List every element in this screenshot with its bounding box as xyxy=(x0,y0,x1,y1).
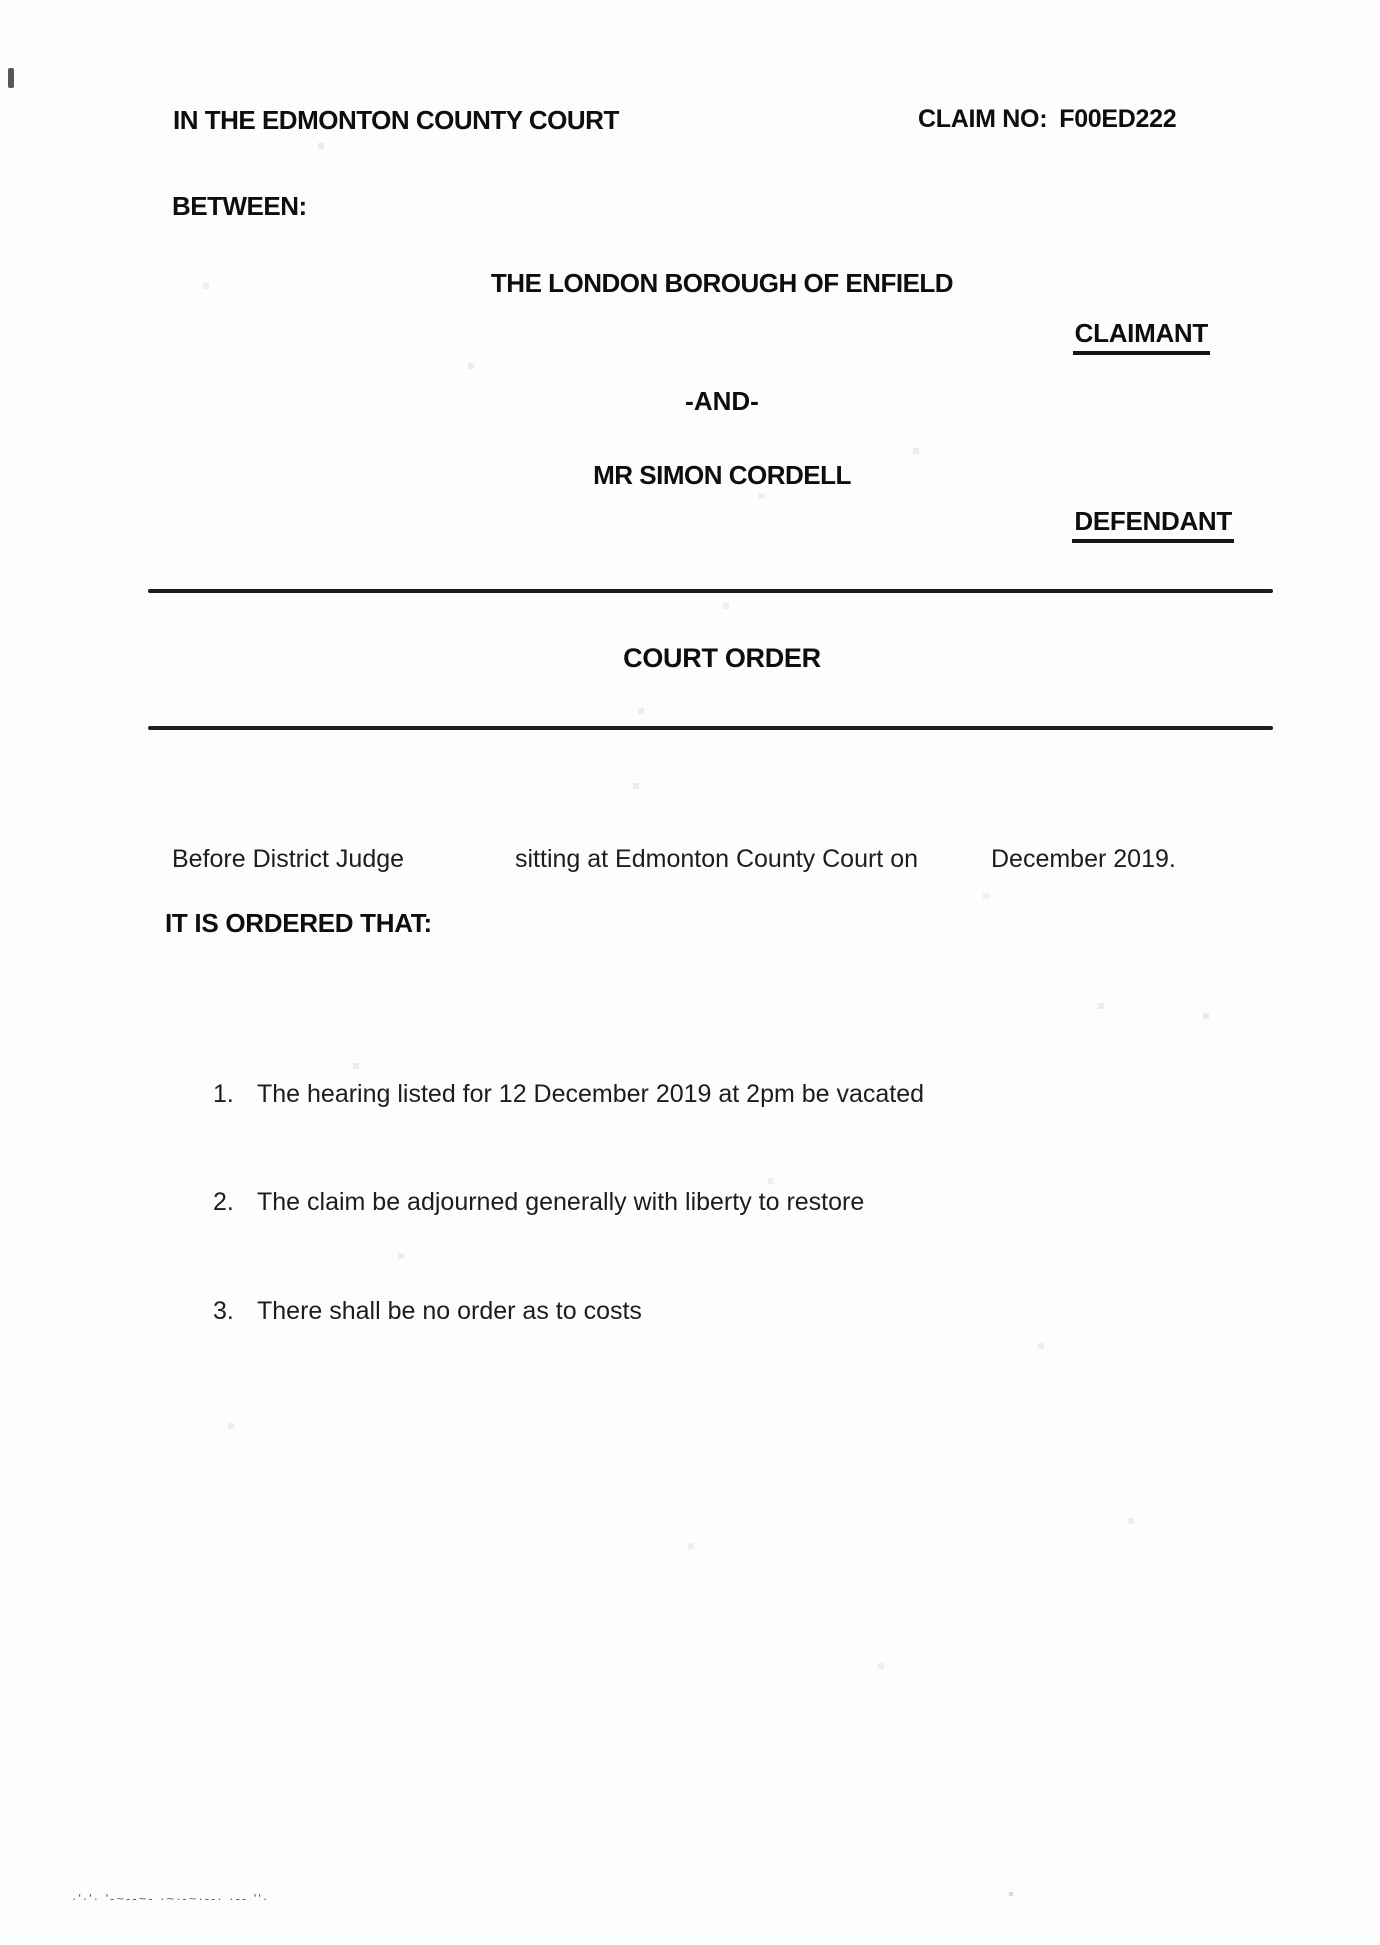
between-label: BETWEEN: xyxy=(172,191,307,221)
claim-number-value: F00ED222 xyxy=(1059,105,1177,133)
defendant-role-label: DEFENDANT xyxy=(1072,506,1234,543)
defendant-role xyxy=(1072,506,1234,537)
claimant-role xyxy=(1073,318,1210,349)
order-text: The claim be adjourned generally with liberty to restore xyxy=(257,1188,865,1216)
claimant-role-label: CLAIMANT xyxy=(1073,318,1210,355)
ordered-heading: IT IS ORDERED THAT: xyxy=(165,908,432,938)
court-name: IN THE EDMONTON COUNTY COURT xyxy=(173,105,619,135)
claim-number-label: CLAIM NO: xyxy=(918,105,1048,133)
order-title: COURT ORDER xyxy=(623,643,821,673)
and-separator: -AND- xyxy=(685,386,759,416)
order-number: 2. xyxy=(213,1188,234,1216)
scan-artifact-mark xyxy=(8,68,14,88)
footer-print-fragments: ·'·'· '-~--~- ·~·-~·--· ·-- ''· xyxy=(72,1891,270,1905)
claim-number xyxy=(918,105,1176,134)
horizontal-rule-bottom xyxy=(148,726,1273,730)
before-judge-text: Before District Judge xyxy=(172,845,405,873)
order-item-2 xyxy=(0,1188,1380,1222)
order-item-3 xyxy=(0,1297,1380,1331)
hearing-details-line xyxy=(0,845,1380,879)
order-number: 1. xyxy=(213,1080,234,1108)
horizontal-rule-top xyxy=(148,589,1273,593)
hearing-date-text: December 2019. xyxy=(991,845,1176,873)
defendant-name: MR SIMON CORDELL xyxy=(593,460,851,490)
sitting-at-court-text: sitting at Edmonton County Court on xyxy=(515,845,919,873)
claimant-name: THE LONDON BOROUGH OF ENFIELD xyxy=(490,268,954,298)
scan-noise xyxy=(0,0,2,2)
order-number: 3. xyxy=(213,1297,234,1325)
order-item-1 xyxy=(0,1080,1380,1114)
order-text: There shall be no order as to costs xyxy=(257,1297,642,1325)
order-text: The hearing listed for 12 December 2019 at 2pm be vacated xyxy=(257,1080,925,1108)
